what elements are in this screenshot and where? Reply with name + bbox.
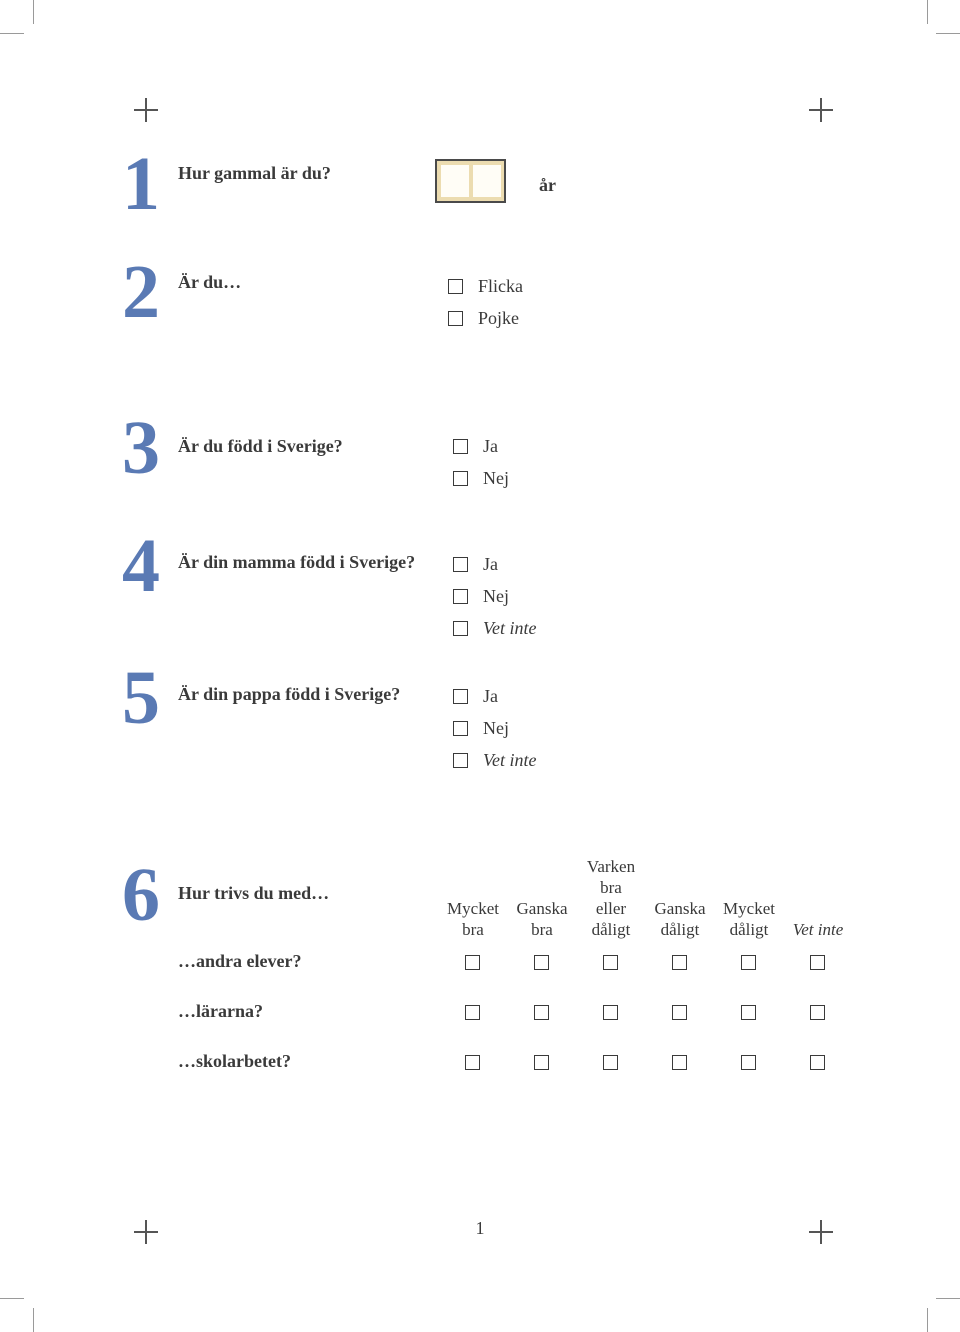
crop-mark: [936, 33, 960, 34]
checkbox[interactable]: [534, 955, 549, 970]
checkbox[interactable]: [453, 689, 468, 704]
checkbox[interactable]: [453, 557, 468, 572]
option-label: Ja: [483, 553, 498, 574]
option[interactable]: [448, 275, 523, 297]
option-label: Vet inte: [483, 749, 537, 770]
question-text: Är din pappa född i Sverige?: [178, 684, 401, 704]
option[interactable]: [453, 435, 498, 457]
checkbox[interactable]: [534, 1055, 549, 1070]
option[interactable]: [453, 553, 498, 575]
crop-mark: [33, 0, 34, 24]
checkbox[interactable]: [672, 1055, 687, 1070]
question-number: 2: [122, 250, 160, 334]
crop-mark: [0, 1298, 24, 1299]
column-header: Ganska bra: [516, 899, 568, 939]
checkbox[interactable]: [453, 721, 468, 736]
checkbox[interactable]: [603, 955, 618, 970]
option-label: Ja: [483, 435, 498, 456]
checkbox[interactable]: [603, 1055, 618, 1070]
option[interactable]: [453, 467, 509, 489]
option-label: Flicka: [478, 275, 523, 296]
option[interactable]: [453, 585, 509, 607]
checkbox[interactable]: [810, 955, 825, 970]
row-label: …skolarbetet?: [178, 1051, 291, 1071]
checkbox[interactable]: [741, 1055, 756, 1070]
column-header: Varken bra eller dåligt: [586, 857, 636, 939]
option[interactable]: [448, 307, 519, 329]
crop-mark: [927, 0, 928, 24]
checkbox[interactable]: [810, 1005, 825, 1020]
question-text: Hur gammal är du?: [178, 163, 331, 183]
option-label: Nej: [483, 717, 509, 738]
checkbox[interactable]: [465, 1005, 480, 1020]
checkbox[interactable]: [453, 439, 468, 454]
checkbox[interactable]: [810, 1055, 825, 1070]
checkbox[interactable]: [448, 311, 463, 326]
page-number: 1: [475, 1218, 485, 1238]
checkbox[interactable]: [453, 589, 468, 604]
checkbox[interactable]: [453, 471, 468, 486]
option-label: Pojke: [478, 307, 520, 328]
question-text: Är du…: [178, 272, 242, 292]
question-text: Är du född i Sverige?: [178, 436, 343, 456]
crop-mark: [936, 1298, 960, 1299]
registration-mark: [809, 1220, 833, 1244]
question-number: 4: [122, 524, 160, 608]
option[interactable]: [453, 749, 536, 771]
question-number: 5: [122, 656, 160, 740]
age-digit-2[interactable]: [473, 165, 501, 197]
row-label: …lärarna?: [178, 1001, 263, 1021]
age-unit: år: [539, 175, 556, 195]
age-input[interactable]: [435, 159, 506, 203]
question-number: 1: [122, 142, 160, 226]
column-header: Mycket bra: [447, 899, 499, 939]
option-label: Nej: [483, 467, 509, 488]
column-header: Vet inte: [792, 920, 844, 939]
question-number: 3: [122, 406, 160, 490]
age-digit-1[interactable]: [441, 165, 469, 197]
checkbox[interactable]: [672, 1005, 687, 1020]
registration-mark: [134, 98, 158, 122]
row-label: …andra elever?: [178, 951, 302, 971]
crop-mark: [33, 1308, 34, 1332]
question-text: Är din mamma född i Sverige?: [178, 552, 416, 572]
crop-mark: [0, 33, 24, 34]
checkbox[interactable]: [465, 1055, 480, 1070]
option-label: Nej: [483, 585, 509, 606]
checkbox[interactable]: [465, 955, 480, 970]
column-header: Ganska dåligt: [654, 899, 706, 939]
registration-mark: [134, 1220, 158, 1244]
option-label: Ja: [483, 685, 498, 706]
checkbox[interactable]: [534, 1005, 549, 1020]
registration-mark: [809, 98, 833, 122]
option-label: Vet inte: [483, 617, 537, 638]
question-text: Hur trivs du med…: [178, 883, 330, 903]
checkbox[interactable]: [453, 753, 468, 768]
checkbox[interactable]: [448, 279, 463, 294]
checkbox[interactable]: [741, 1005, 756, 1020]
checkbox[interactable]: [672, 955, 687, 970]
option[interactable]: [453, 717, 509, 739]
column-header: Mycket dåligt: [723, 899, 775, 939]
checkbox[interactable]: [453, 621, 468, 636]
option[interactable]: [453, 617, 536, 639]
checkbox[interactable]: [603, 1005, 618, 1020]
question-number: 6: [122, 853, 160, 937]
checkbox[interactable]: [741, 955, 756, 970]
option[interactable]: [453, 685, 498, 707]
crop-mark: [927, 1308, 928, 1332]
